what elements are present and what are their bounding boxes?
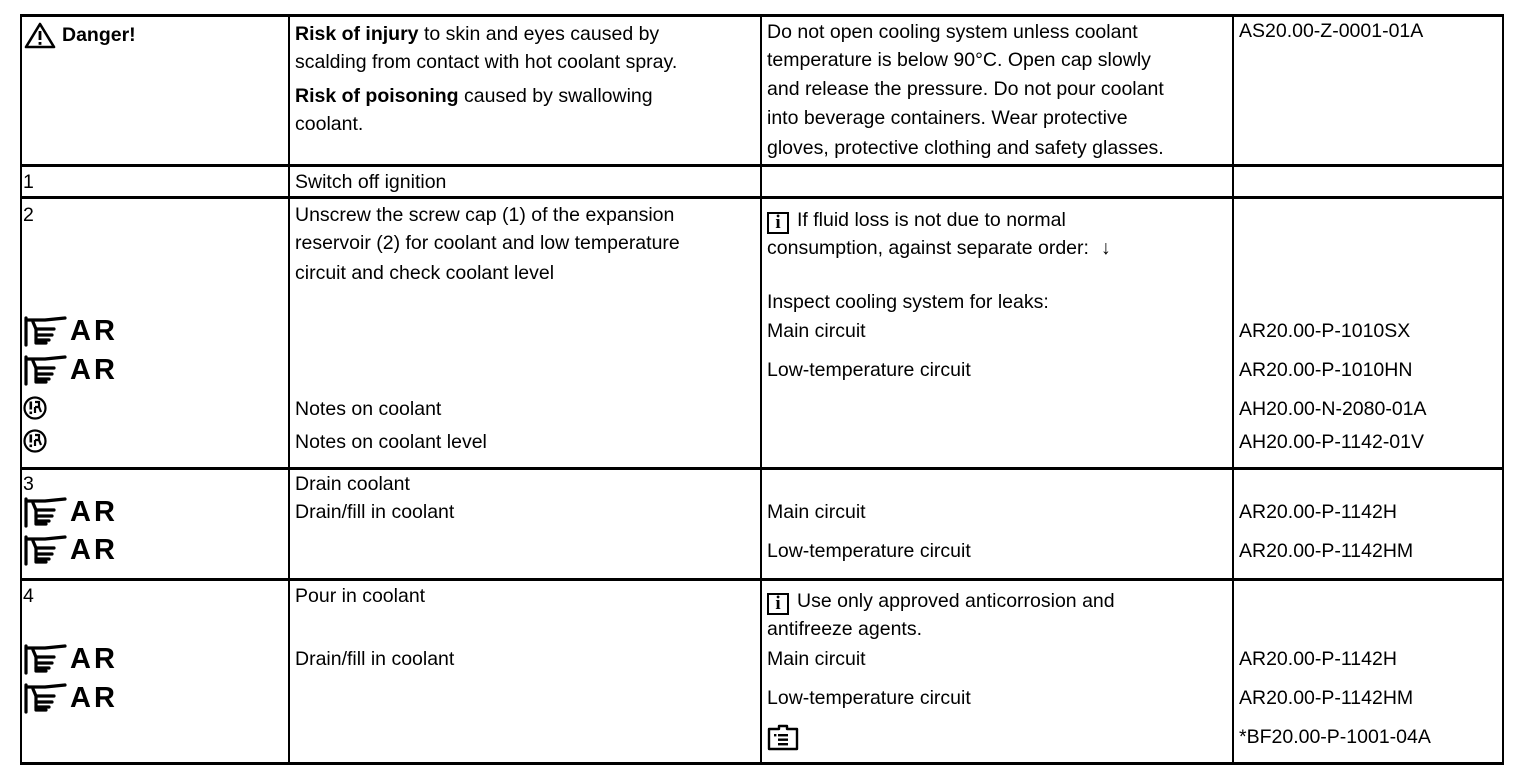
info-note-line2 [767, 234, 1111, 262]
circuit-label: Main circuit [767, 320, 866, 342]
ar-reference-link[interactable] [23, 530, 118, 570]
pointing-hand-icon [23, 495, 67, 529]
danger-label: Danger! [62, 24, 136, 46]
ar-reference-link[interactable] [23, 639, 118, 679]
step-number: 1 [23, 171, 34, 193]
column-divider [1232, 14, 1234, 764]
circuit-label: Low-temperature circuit [767, 359, 971, 381]
risk-injury-text: to skin and eyes caused by [418, 23, 660, 45]
risk-poisoning-line2: coolant. [295, 113, 364, 135]
ar-label: AR [70, 354, 118, 386]
reference-link[interactable]: AH20.00-P-1142-01V [1239, 431, 1425, 453]
ar-label: AR [70, 534, 118, 566]
operating-fluids-icon[interactable] [767, 723, 799, 751]
step-subtext: Drain/fill in coolant [295, 501, 455, 523]
info-text: If fluid loss is not due to normal [797, 209, 1066, 231]
ar-label: AR [70, 315, 118, 347]
row-divider [20, 467, 1504, 470]
risk-injury-line1 [295, 20, 659, 48]
row-divider [20, 164, 1504, 167]
circuit-label: Main circuit [767, 501, 866, 523]
ar-reference-link[interactable] [23, 350, 118, 390]
ar-reference-link[interactable] [23, 678, 118, 718]
reference-link[interactable]: *BF20.00-P-1001-04A [1239, 726, 1431, 748]
row-divider [20, 196, 1504, 199]
step-number: 3 [23, 473, 34, 495]
risk-injury-line2: scalding from contact with hot coolant spray. [295, 51, 678, 73]
ar-reference-link[interactable] [23, 492, 118, 532]
ar-label: AR [70, 496, 118, 528]
info-icon: i [767, 593, 789, 615]
warning-triangle-icon [24, 22, 56, 49]
reference-link[interactable]: AR20.00-P-1010HN [1239, 359, 1413, 381]
info-text: Use only approved anticorrosion and [797, 590, 1115, 612]
table-border-left [20, 14, 22, 764]
circuit-label: Low-temperature circuit [767, 540, 971, 562]
ar-reference-link[interactable] [23, 311, 118, 351]
column-divider [760, 14, 762, 764]
step-subtext: Drain/fill in coolant [295, 648, 455, 670]
column-divider [288, 14, 290, 764]
inspect-text: Inspect cooling system for leaks: [767, 291, 1049, 313]
reference-link[interactable]: AR20.00-P-1142H [1239, 648, 1397, 670]
pointing-hand-icon [23, 533, 67, 567]
reference-link[interactable]: AR20.00-P-1142H [1239, 501, 1397, 523]
info-note [767, 587, 1115, 615]
note-circle-icon[interactable] [22, 428, 48, 454]
instruction-line: Do not open cooling system unless coolant [767, 21, 1138, 43]
pointing-hand-icon [23, 314, 67, 348]
note-text: Notes on coolant [295, 398, 442, 420]
risk-poisoning-text: caused by swallowing [458, 85, 653, 107]
ar-label: AR [70, 643, 118, 675]
info-icon: i [767, 212, 789, 234]
step-text: Switch off ignition [295, 171, 447, 193]
instruction-line: into beverage containers. Wear protective [767, 107, 1128, 129]
safety-ref-link[interactable]: AS20.00-Z-0001-01A [1239, 20, 1424, 42]
ar-label: AR [70, 682, 118, 714]
reference-link[interactable]: AH20.00-N-2080-01A [1239, 398, 1427, 420]
table-border-bottom [20, 762, 1504, 765]
danger-warning [24, 22, 136, 49]
circuit-label: Main circuit [767, 648, 866, 670]
info-note [767, 206, 1066, 234]
note-text: Notes on coolant level [295, 431, 487, 453]
reference-link[interactable]: AR20.00-P-1142HM [1239, 687, 1414, 709]
step-text: circuit and check coolant level [295, 262, 555, 284]
down-arrow-icon: ↓ [1100, 237, 1111, 259]
step-number: 4 [23, 585, 34, 607]
instruction-line: temperature is below 90°C. Open cap slowly [767, 49, 1151, 71]
instruction-line: gloves, protective clothing and safety glasses. [767, 137, 1164, 159]
pointing-hand-icon [23, 681, 67, 715]
reference-link[interactable]: AR20.00-P-1142HM [1239, 540, 1414, 562]
pointing-hand-icon [23, 642, 67, 676]
table-border-right [1502, 14, 1504, 764]
reference-link[interactable]: AR20.00-P-1010SX [1239, 320, 1411, 342]
pointing-hand-icon [23, 353, 67, 387]
step-text: Drain coolant [295, 473, 410, 495]
info-note-line2: antifreeze agents. [767, 618, 923, 640]
circuit-label: Low-temperature circuit [767, 687, 971, 709]
step-text: reservoir (2) for coolant and low temperature [295, 232, 680, 254]
step-number: 2 [23, 204, 34, 226]
risk-poisoning-heading: Risk of poisoning [295, 85, 459, 107]
info-text: consumption, against separate order: [767, 237, 1089, 259]
row-divider [20, 578, 1504, 581]
step-text: Pour in coolant [295, 585, 426, 607]
risk-injury-heading: Risk of injury [295, 23, 419, 45]
instruction-line: and release the pressure. Do not pour coolant [767, 78, 1164, 100]
note-circle-icon[interactable] [22, 395, 48, 421]
step-text: Unscrew the screw cap (1) of the expansion [295, 204, 675, 226]
risk-poisoning-line1 [295, 82, 653, 110]
